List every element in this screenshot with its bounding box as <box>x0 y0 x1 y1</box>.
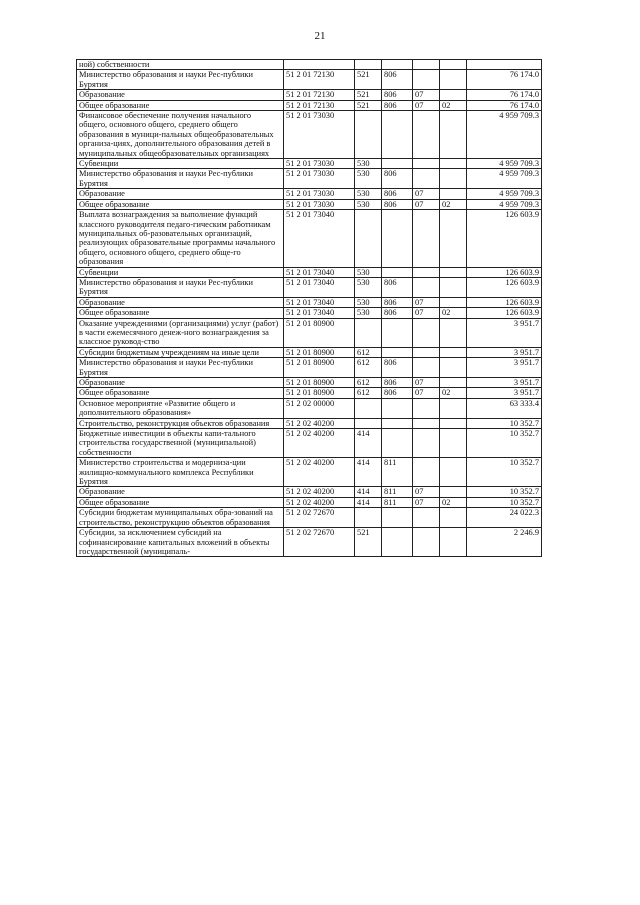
row-expense-type-cell: 530 <box>355 169 382 189</box>
row-expense-type-cell: 521 <box>355 90 382 100</box>
row-expense-type-cell: 414 <box>355 429 382 458</box>
row-target-code-cell: 51 2 02 72670 <box>284 508 355 528</box>
row-name-cell: Основное мероприятие «Развитие общего и дополнительного образования» <box>77 398 284 418</box>
budget-table <box>76 59 542 557</box>
row-ministry-cell: 811 <box>382 497 413 507</box>
row-ministry-cell <box>382 210 413 267</box>
row-ministry-cell <box>382 528 413 557</box>
row-target-code-cell: 51 2 01 80900 <box>284 388 355 398</box>
table-row <box>77 169 542 189</box>
row-expense-type-cell: 521 <box>355 70 382 90</box>
row-name-cell: Образование <box>77 487 284 497</box>
row-amount-cell: 10 352.7 <box>467 429 542 458</box>
row-subsection-cell <box>440 111 467 159</box>
table-row <box>77 528 542 557</box>
row-amount-cell: 63 333.4 <box>467 398 542 418</box>
table-row <box>77 70 542 90</box>
row-subsection-cell <box>440 189 467 199</box>
row-section-cell: 07 <box>413 487 440 497</box>
row-ministry-cell: 806 <box>382 90 413 100</box>
row-amount-cell: 4 959 709.3 <box>467 111 542 159</box>
row-name-cell: Министерство образования и науки Рес-публики Бурятия <box>77 169 284 189</box>
row-amount-cell: 126 603.9 <box>467 308 542 318</box>
table-row <box>77 189 542 199</box>
row-expense-type-cell <box>355 508 382 528</box>
row-section-cell <box>413 60 440 70</box>
row-target-code-cell: 51 2 01 73040 <box>284 308 355 318</box>
row-target-code-cell: 51 2 02 40200 <box>284 458 355 487</box>
row-name-cell: Субвенции <box>77 159 284 169</box>
row-name-cell: Министерство строительства и модерниза-ции жилищно-коммунального комплекса Республики Бурятия <box>77 458 284 487</box>
row-subsection-cell <box>440 90 467 100</box>
row-subsection-cell <box>440 398 467 418</box>
row-name-cell: Субсидии, за исключением субсидий на софинансирование капитальных вложений в объекты государственной (муниципаль- <box>77 528 284 557</box>
row-ministry-cell: 806 <box>382 308 413 318</box>
row-target-code-cell: 51 2 01 73040 <box>284 277 355 297</box>
row-ministry-cell: 806 <box>382 70 413 90</box>
row-amount-cell: 10 352.7 <box>467 418 542 428</box>
table-row <box>77 277 542 297</box>
row-subsection-cell <box>440 347 467 357</box>
row-subsection-cell <box>440 418 467 428</box>
row-name-cell: Общее образование <box>77 497 284 507</box>
row-amount-cell: 3 951.7 <box>467 347 542 357</box>
row-section-cell <box>413 398 440 418</box>
row-ministry-cell: 806 <box>382 388 413 398</box>
row-name-cell: Общее образование <box>77 100 284 110</box>
row-subsection-cell <box>440 210 467 267</box>
row-name-cell: Общее образование <box>77 308 284 318</box>
row-section-cell: 07 <box>413 388 440 398</box>
row-subsection-cell <box>440 378 467 388</box>
row-section-cell <box>413 429 440 458</box>
row-amount-cell: 126 603.9 <box>467 267 542 277</box>
row-amount-cell: 24 022.3 <box>467 508 542 528</box>
table-row <box>77 159 542 169</box>
row-target-code-cell: 51 2 01 72130 <box>284 90 355 100</box>
row-subsection-cell <box>440 70 467 90</box>
row-expense-type-cell <box>355 111 382 159</box>
row-ministry-cell <box>382 508 413 528</box>
row-expense-type-cell: 612 <box>355 347 382 357</box>
row-expense-type-cell: 521 <box>355 100 382 110</box>
row-name-cell: Финансовое обеспечение получения начального общего, основного общего, среднего общего образования в муници-пальных общеобразовательных организа-циях, дополнительного образования детей в муниципальных общеобразовательных организациях <box>77 111 284 159</box>
row-target-code-cell: 51 2 01 73030 <box>284 159 355 169</box>
row-expense-type-cell: 612 <box>355 388 382 398</box>
page-number: 21 <box>314 30 326 42</box>
row-expense-type-cell: 414 <box>355 487 382 497</box>
row-target-code-cell: 51 2 02 72670 <box>284 528 355 557</box>
row-subsection-cell <box>440 458 467 487</box>
row-ministry-cell: 811 <box>382 458 413 487</box>
row-subsection-cell <box>440 528 467 557</box>
row-subsection-cell <box>440 487 467 497</box>
row-section-cell <box>413 159 440 169</box>
row-amount-cell <box>467 60 542 70</box>
row-ministry-cell <box>382 318 413 347</box>
row-section-cell <box>413 277 440 297</box>
row-ministry-cell <box>382 347 413 357</box>
row-name-cell: Выплата вознаграждения за выполнение функций классного руководителя педаго-гическим работникам муниципальных об-разовательных организаций, реализующих образовательные программы начального общего, основного общего, среднего обще-го образования <box>77 210 284 267</box>
row-subsection-cell <box>440 429 467 458</box>
row-subsection-cell: 02 <box>440 388 467 398</box>
row-section-cell <box>413 418 440 428</box>
row-expense-type-cell: 530 <box>355 189 382 199</box>
budget-table-body <box>77 60 542 557</box>
row-subsection-cell <box>440 169 467 189</box>
row-target-code-cell: 51 2 01 72130 <box>284 70 355 90</box>
row-target-code-cell: 51 2 01 80900 <box>284 318 355 347</box>
row-section-cell: 07 <box>413 100 440 110</box>
row-name-cell: Министерство образования и науки Рес-публики Бурятия <box>77 70 284 90</box>
row-name-cell: Субсидии бюджетам муниципальных обра-зований на строительство, реконструкцию объектов образования <box>77 508 284 528</box>
row-section-cell <box>413 358 440 378</box>
row-ministry-cell <box>382 60 413 70</box>
table-row <box>77 487 542 497</box>
row-expense-type-cell <box>355 318 382 347</box>
row-target-code-cell: 51 2 01 73030 <box>284 199 355 209</box>
row-amount-cell: 76 174.0 <box>467 90 542 100</box>
row-ministry-cell: 806 <box>382 297 413 307</box>
row-subsection-cell: 02 <box>440 100 467 110</box>
table-row <box>77 388 542 398</box>
row-target-code-cell: 51 2 01 80900 <box>284 358 355 378</box>
table-row <box>77 378 542 388</box>
row-amount-cell: 3 951.7 <box>467 358 542 378</box>
row-ministry-cell <box>382 418 413 428</box>
row-expense-type-cell: 530 <box>355 199 382 209</box>
row-name-cell: Образование <box>77 189 284 199</box>
row-expense-type-cell <box>355 418 382 428</box>
row-target-code-cell: 51 2 02 40200 <box>284 418 355 428</box>
row-expense-type-cell: 530 <box>355 308 382 318</box>
row-target-code-cell: 51 2 01 80900 <box>284 378 355 388</box>
row-subsection-cell <box>440 60 467 70</box>
row-ministry-cell <box>382 159 413 169</box>
row-ministry-cell <box>382 429 413 458</box>
row-section-cell <box>413 210 440 267</box>
table-row <box>77 267 542 277</box>
row-name-cell: Образование <box>77 90 284 100</box>
row-name-cell: Общее образование <box>77 199 284 209</box>
row-target-code-cell: 51 2 01 72130 <box>284 100 355 110</box>
row-expense-type-cell: 530 <box>355 297 382 307</box>
row-target-code-cell: 51 2 02 40200 <box>284 429 355 458</box>
row-target-code-cell: 51 2 02 40200 <box>284 497 355 507</box>
row-ministry-cell: 806 <box>382 100 413 110</box>
table-row <box>77 497 542 507</box>
row-amount-cell: 2 246.9 <box>467 528 542 557</box>
row-amount-cell: 3 951.7 <box>467 318 542 347</box>
row-target-code-cell: 51 2 01 73040 <box>284 297 355 307</box>
row-target-code-cell <box>284 60 355 70</box>
row-ministry-cell: 806 <box>382 358 413 378</box>
row-ministry-cell: 806 <box>382 277 413 297</box>
row-target-code-cell: 51 2 02 40200 <box>284 487 355 497</box>
row-ministry-cell: 806 <box>382 199 413 209</box>
table-row <box>77 60 542 70</box>
table-row <box>77 429 542 458</box>
row-name-cell: Бюджетные инвестиции в объекты капи-тального строительства государственной (муниципальной) собственности <box>77 429 284 458</box>
row-expense-type-cell: 521 <box>355 528 382 557</box>
row-expense-type-cell <box>355 398 382 418</box>
row-section-cell <box>413 318 440 347</box>
row-amount-cell: 126 603.9 <box>467 210 542 267</box>
row-amount-cell: 10 352.7 <box>467 458 542 487</box>
row-section-cell <box>413 111 440 159</box>
row-target-code-cell: 51 2 02 00000 <box>284 398 355 418</box>
table-row <box>77 210 542 267</box>
row-ministry-cell <box>382 267 413 277</box>
row-target-code-cell: 51 2 01 73030 <box>284 189 355 199</box>
row-amount-cell: 3 951.7 <box>467 388 542 398</box>
row-expense-type-cell: 612 <box>355 358 382 378</box>
row-target-code-cell: 51 2 01 73030 <box>284 169 355 189</box>
row-expense-type-cell: 612 <box>355 378 382 388</box>
table-row <box>77 358 542 378</box>
row-expense-type-cell <box>355 210 382 267</box>
row-name-cell: Субвенции <box>77 267 284 277</box>
row-subsection-cell <box>440 159 467 169</box>
row-subsection-cell: 02 <box>440 497 467 507</box>
row-expense-type-cell: 414 <box>355 497 382 507</box>
table-row <box>77 398 542 418</box>
row-section-cell <box>413 267 440 277</box>
row-expense-type-cell: 530 <box>355 159 382 169</box>
row-section-cell <box>413 70 440 90</box>
row-ministry-cell <box>382 398 413 418</box>
row-expense-type-cell <box>355 60 382 70</box>
row-target-code-cell: 51 2 01 73040 <box>284 210 355 267</box>
table-row <box>77 347 542 357</box>
row-amount-cell: 4 959 709.3 <box>467 169 542 189</box>
row-name-cell: ной) собственности <box>77 60 284 70</box>
row-section-cell: 07 <box>413 189 440 199</box>
row-section-cell: 07 <box>413 90 440 100</box>
table-row <box>77 318 542 347</box>
row-subsection-cell <box>440 508 467 528</box>
row-amount-cell: 126 603.9 <box>467 297 542 307</box>
table-row <box>77 508 542 528</box>
row-section-cell: 07 <box>413 297 440 307</box>
row-section-cell <box>413 169 440 189</box>
table-row <box>77 90 542 100</box>
row-subsection-cell <box>440 267 467 277</box>
table-row <box>77 458 542 487</box>
table-row <box>77 199 542 209</box>
row-ministry-cell: 806 <box>382 169 413 189</box>
table-row <box>77 418 542 428</box>
row-name-cell: Оказание учреждениями (организациями) услуг (работ) в части ежемесячного денеж-ного вознаграждения за классное руковод-ство <box>77 318 284 347</box>
row-amount-cell: 76 174.0 <box>467 70 542 90</box>
row-expense-type-cell: 530 <box>355 277 382 297</box>
table-row <box>77 111 542 159</box>
row-ministry-cell <box>382 111 413 159</box>
row-amount-cell: 10 352.7 <box>467 497 542 507</box>
row-amount-cell: 4 959 709.3 <box>467 199 542 209</box>
table-row <box>77 297 542 307</box>
row-target-code-cell: 51 2 01 73030 <box>284 111 355 159</box>
row-section-cell: 07 <box>413 378 440 388</box>
row-amount-cell: 3 951.7 <box>467 378 542 388</box>
row-section-cell: 07 <box>413 497 440 507</box>
table-row <box>77 308 542 318</box>
row-name-cell: Общее образование <box>77 388 284 398</box>
row-amount-cell: 76 174.0 <box>467 100 542 110</box>
row-amount-cell: 4 959 709.3 <box>467 189 542 199</box>
row-section-cell <box>413 528 440 557</box>
row-amount-cell: 4 959 709.3 <box>467 159 542 169</box>
row-name-cell: Строительство, реконструкция объектов образования <box>77 418 284 428</box>
row-section-cell <box>413 458 440 487</box>
row-section-cell <box>413 347 440 357</box>
row-subsection-cell <box>440 277 467 297</box>
row-subsection-cell: 02 <box>440 308 467 318</box>
row-ministry-cell: 806 <box>382 378 413 388</box>
row-ministry-cell: 806 <box>382 189 413 199</box>
row-amount-cell: 126 603.9 <box>467 277 542 297</box>
row-name-cell: Образование <box>77 378 284 388</box>
row-subsection-cell <box>440 297 467 307</box>
row-name-cell: Министерство образования и науки Рес-публики Бурятия <box>77 358 284 378</box>
row-ministry-cell: 811 <box>382 487 413 497</box>
row-subsection-cell <box>440 318 467 347</box>
row-expense-type-cell: 414 <box>355 458 382 487</box>
table-row <box>77 100 542 110</box>
row-amount-cell: 10 352.7 <box>467 487 542 497</box>
row-section-cell <box>413 508 440 528</box>
row-subsection-cell: 02 <box>440 199 467 209</box>
row-name-cell: Субсидии бюджетным учреждениям на иные цели <box>77 347 284 357</box>
row-expense-type-cell: 530 <box>355 267 382 277</box>
row-section-cell: 07 <box>413 199 440 209</box>
row-section-cell: 07 <box>413 308 440 318</box>
row-name-cell: Образование <box>77 297 284 307</box>
row-target-code-cell: 51 2 01 80900 <box>284 347 355 357</box>
row-name-cell: Министерство образования и науки Рес-публики Бурятия <box>77 277 284 297</box>
row-target-code-cell: 51 2 01 73040 <box>284 267 355 277</box>
row-subsection-cell <box>440 358 467 378</box>
